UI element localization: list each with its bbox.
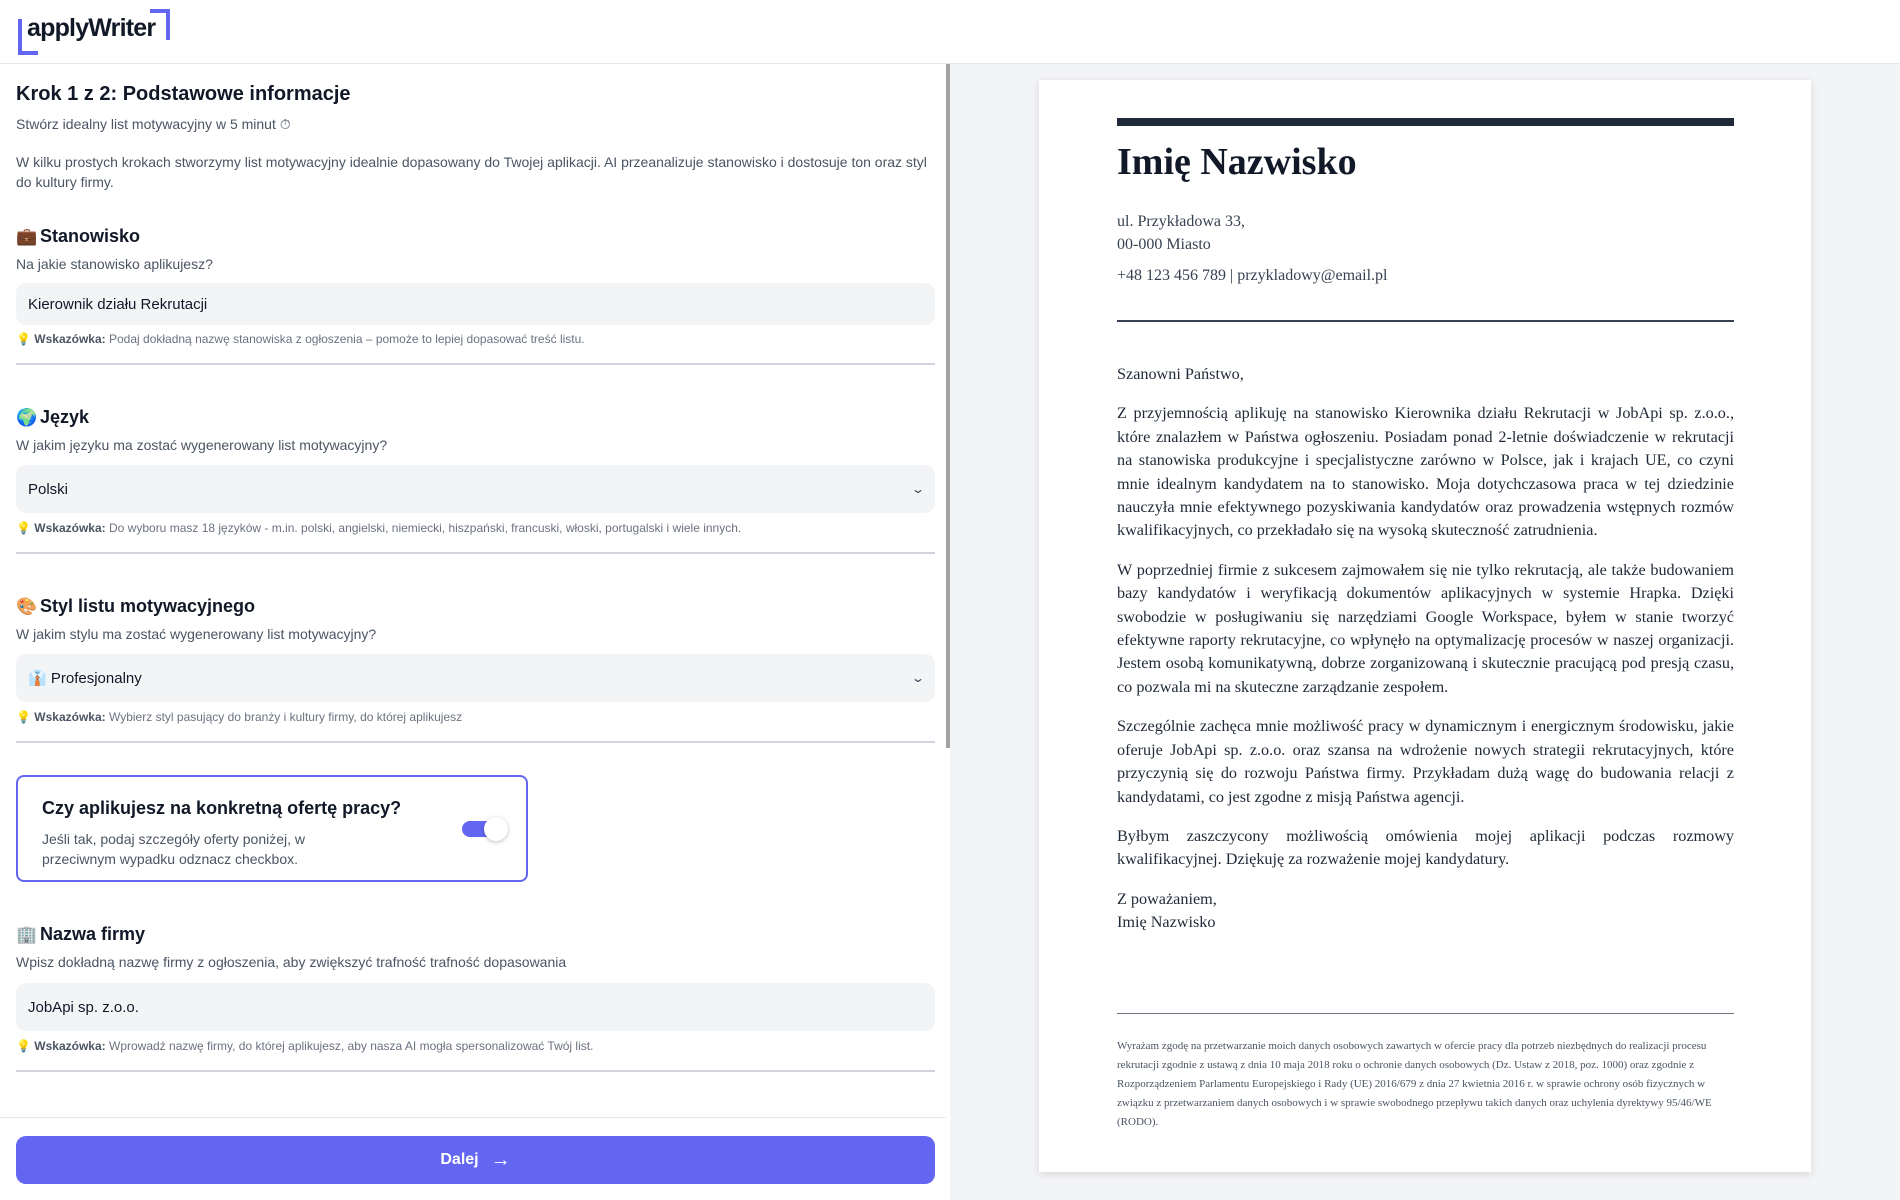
company-question: Wpisz dokładną nazwę firmy z ogłoszenia, aby zwiększyć trafność trafność dopasowania (16, 954, 567, 970)
office-building-icon: 🏢 (16, 924, 38, 944)
lightbulb-icon: 💡 (16, 1039, 31, 1053)
chevron-down-icon: ⌄ (910, 482, 926, 496)
language-question: W jakim języku ma zostać wygenerowany list motywacyjny? (16, 437, 388, 453)
job-offer-title: Czy aplikujesz na konkretną ofertę pracy? (42, 798, 402, 818)
lightbulb-icon: 💡 (16, 521, 31, 535)
page-description: W kilku prostych krokach stworzymy list motywacyjny idealnie dopasowany do Twojej aplikacji. AI przeanalizuje stanowisko i dostosuje ton oraz styl do kultury firmy. (16, 154, 927, 190)
divider (16, 1070, 935, 1072)
office-worker-icon: 👔 (28, 670, 47, 687)
style-question: W jakim stylu ma zostać wygenerowany list motywacyjny? (16, 626, 377, 642)
letter-paragraph: W poprzedniej firmie z sukcesem zajmowałem się nie tylko rekrutacją, ale także budowaniem bazy kandydatów i weryfikacją dokumentów aplikacyjnych w systemie Hrapka. Dzięki swobodzie w posługiwaniu się narzędziami Google Workspace, byłem w stanie tworzyć efektywne raporty rekrutacyjne, co wpłynęło na optymalizację procesów w naszej organizacji. Jestem osobą komunikatywną, dobrze zorganizowaną i skutecznie pracującą pod presją czasu, co pozwala mi na skuteczne zarządzanie zespołem. (1117, 560, 1734, 696)
company-input[interactable]: JobApi sp. z.o.o. (16, 983, 935, 1031)
app-header (0, 0, 1900, 64)
globe-icon: 🌍 (16, 407, 38, 427)
position-heading: 💼 Stanowisko (16, 226, 141, 246)
letter-preview (1039, 80, 1811, 1172)
position-hint: 💡 Wskazówka: Podaj dokładną nazwę stanowiska z ogłoszenia – pomoże to lepiej dopasować treść listu. (16, 332, 585, 346)
preview-panel (950, 64, 1900, 1200)
letter-signature: Imię Nazwisko (1117, 913, 1216, 932)
letter-body (1117, 363, 1734, 951)
letter-paragraph: Szczególnie zachęca mnie możliwość pracy w dynamicznym i energicznym środowisku, jakie oferuje JobApi sp. z.o.o. oraz szansa na wdrożenie nowych strategii rekrutacyjnych, które przyczynią się do rozwoju Państwa firmy. Przykładam dużą wagę do budowania relacji z kandydatami, co jest zgodne z misją Państwa agencji. (1117, 717, 1734, 806)
language-select[interactable]: Polski ⌄ (16, 465, 935, 513)
letter-greeting: Szanowni Państwo, (1117, 365, 1244, 383)
language-heading: 🌍 Język (16, 407, 90, 427)
letter-paragraph: Z przyjemnością aplikuję na stanowisko Kierownika działu Rekrutacji w JobApi sp. z.o.o., które znalazłem w Państwa ogłoszeniu. Posiadam ponad 2-letnie doświadczenie w rekrutacji na stanowiska produkcyjne i specjalistyczne zarówno w Polsce, jak i krajach UE, co czyni mnie idealnym kandydatem na to stanowisko. Moja dotychczasowa praca w tej dziedzinie nauczyła mnie efektywnego pozyskiwania kandydatów oraz prowadzenia wstępnych rozmów kwalifikacyjnych, co przekładało się na wysoką skuteczność zatrudnienia. (1117, 404, 1734, 540)
logo-text: applyWriter (27, 14, 156, 42)
footer-bar (0, 1117, 946, 1200)
company-heading: 🏢 Nazwa firmy (16, 924, 146, 944)
job-offer-description: Jeśli tak, podaj szczegóły oferty poniżej, w przeciwnym wypadku odznacz checkbox. (42, 831, 306, 867)
style-hint: 💡 Wskazówka: Wybierz styl pasujący do branży i kultury firmy, do której aplikujesz (16, 710, 463, 724)
page-subtitle: Stwórz idealny list motywacyjny w 5 minut ⏱ (16, 116, 291, 132)
applywriter-logo[interactable] (18, 9, 170, 55)
footer-rule (1117, 1013, 1734, 1014)
divider (16, 741, 935, 743)
letter-consent: Wyrażam zgodę na przetwarzanie moich danych osobowych zawartych w ofercie pracy dla potrzeb niezbędnych do realizacji procesu rekrutacji zgodnie z ustawą z dnia 10 maja 2018 roku o ochronie danych osobowych (Dz. Ustaw z 2018, poz. 1000) oraz zgodnie z Rozporządzeniem Parlamentu Europejskiego i Rady (UE) 2016/679 z dnia 27 kwietnia 2016 r. w sprawie ochrony osób fizycznych w związku z przetwarzaniem danych osobowych i w sprawie swobodnego przepływu takich danych oraz uchylenia dyrektywy 95/46/WE (RODO). (1117, 1040, 1712, 1128)
divider (16, 552, 935, 554)
style-select[interactable]: 👔 Profesjonalny ⌄ (16, 654, 935, 702)
letter-top-bar (1117, 118, 1734, 126)
briefcase-icon: 💼 (16, 226, 38, 246)
divider (16, 363, 935, 365)
language-hint: 💡 Wskazówka: Do wyboru masz 18 języków - m.in. polski, angielski, niemiecki, hiszpański, francuski, włoski, portugalski i wiele innych. (16, 521, 742, 535)
position-input[interactable]: Kierownik działu Rekrutacji (16, 283, 935, 325)
stopwatch-icon: ⏱ (279, 116, 291, 132)
page-title: Krok 1 z 2: Podstawowe informacje (16, 83, 351, 105)
letter-rule (1117, 320, 1734, 322)
letter-closing: Z poważaniem, (1117, 889, 1217, 908)
job-offer-card (16, 775, 528, 882)
letter-name: Imię Nazwisko (1117, 141, 1357, 183)
palette-icon: 🎨 (16, 596, 38, 616)
lightbulb-icon: 💡 (16, 710, 31, 724)
arrow-right-icon: → (490, 1148, 511, 1171)
letter-address: ul. Przykładowa 33, 00-000 Miasto +48 123 456 789 | przykladowy@email.pl (1117, 213, 1388, 284)
letter-paragraph: Byłbym zaszczycony możliwością omówienia mojej aplikacji podczas rozmowy kwalifikacyjnej. Dziękuję za rozważenie mojej kandydatury. (1117, 826, 1734, 869)
position-question: Na jakie stanowisko aplikujesz? (16, 256, 213, 272)
next-button[interactable]: Dalej → (16, 1136, 935, 1184)
company-hint: 💡 Wskazówka: Wprowadź nazwę firmy, do której aplikujesz, aby nasza AI mogła spersonalizować Twój list. (16, 1039, 594, 1053)
chevron-down-icon: ⌄ (910, 671, 926, 685)
job-offer-toggle[interactable] (462, 817, 510, 841)
style-heading: 🎨 Styl listu motywacyjnego (16, 596, 256, 616)
lightbulb-icon: 💡 (16, 332, 31, 346)
form-panel (0, 64, 950, 1200)
